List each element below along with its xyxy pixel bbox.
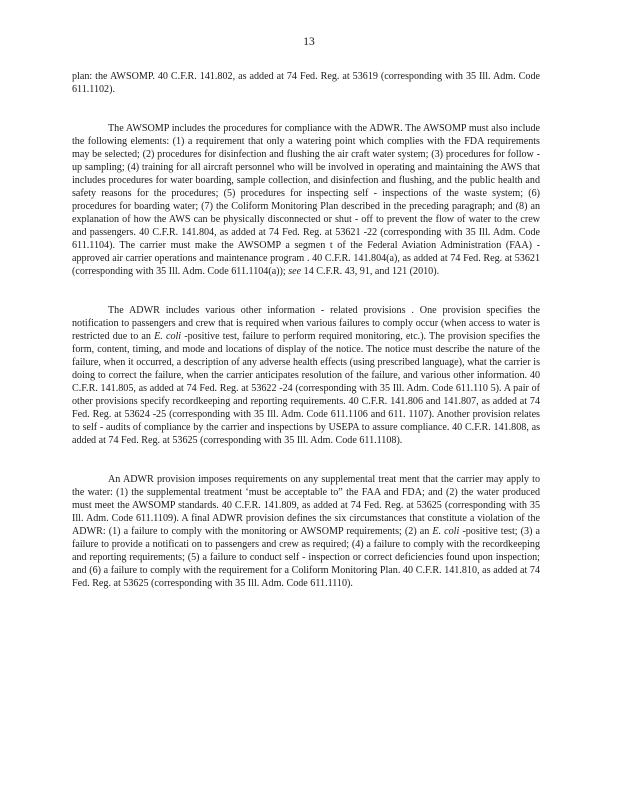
paragraph-text: The AWSOMP includes the procedures for compliance with the ADWR. The AWSOMP must also include the following elements: (1) a requirement that only a watering point which complies with the FDA requirements may be selected; (2) procedures for disinfection and flushing the air craft water system; (3) procedures for follow - up sampling; (4) training for all aircraft personnel who will be involved in operating and maintaining the AWS that includes procedures for water boarding, sample collection, and disinfection and flushing, and the public health and safety reasons for the procedures; (5) procedures for inspecting self - inspections of the waste system; (6) procedures for boarding water; (7) the Coliform Monitoring Plan described in the preceding paragraph; and (8) an explanation of how the AWS can be physically disconnected or shut - off to prevent the flow of water to the crew and passengers. 40 C.F.R. 141.804, as added at 74 Fed. Reg. at 53621 -22 (corresponding with 35 Ill. Adm. Code 611.1104). The carrier must make the AWSOMP a segmen t of the Federal Aviation Administration (FAA) -approved air carrier operations and maintenance program . 40 C.F.R. 141.804(a), as added at 74 Fed. Reg. at 53621 (corresponding with 35 Ill. Adm. Code 611.1104(a)); xyxy=(72,123,540,277)
paragraph-text: The ADWR includes various other information - related provisions . One provision specifies the notification to passengers and crew that is required when various failures to comply occur (when access to water is restricted due to an xyxy=(72,305,540,342)
paragraph-2 xyxy=(72,122,540,278)
paragraph-text: An ADWR provision imposes requirements on any supplemental treat ment that the carrier may apply to the water: (1) the supplemental treatment ‘must be acceptable to” the FAA and FDA; and (2) the water produced must meet the AWSOMP standards. 40 C.F.R. 141.809, as added at 74 Fed. Reg. at 53625 (corresponding with 35 Ill. Adm. Code 611.1109). A final ADWR provision defines the six circumstances that constitute a violation of the ADWR: (1) a failure to comply with the monitoring or AWSOMP requirements; (2) an xyxy=(72,474,540,537)
italic-text: see xyxy=(288,266,302,277)
document-body xyxy=(72,70,540,616)
italic-text: E. coli xyxy=(154,331,182,342)
italic-text: E. coli xyxy=(432,526,460,537)
paragraph-text: plan: the AWSOMP. 40 C.F.R. 141.802, as added at 74 Fed. Reg. at 53619 (corresponding with 35 Ill. Adm. Code 611.1102). xyxy=(72,71,540,95)
page-number: 13 xyxy=(303,36,315,48)
paragraph-text: -positive test; (3) a failure to provide a notificati on to passengers and crew as required; (4) a failure to comply with the recordkeeping and reporting requirements; (5) a failure to conduct self - inspection or correct deficiencies found upon inspection; and (6) a failure to comply with the requirement for a Coliform Monitoring Plan. 40 C.F.R. 141.810, as added at 74 Fed. Reg. at 53625 (corresponding with 35 Ill. Adm. Code 611.1110). xyxy=(72,526,540,589)
paragraph-3 xyxy=(72,304,540,447)
paragraph-1 xyxy=(72,70,540,96)
paragraph-text: 14 C.F.R. 43, 91, and 121 (2010). xyxy=(301,266,440,277)
paragraph-text: -positive test, failure to perform required monitoring, etc.). The provision specifies the form, content, timing, and mode and locations of display of the notice. The notice must describe the nature of the failure, when it occurred, a description of any adverse health effects (using prescribed language), what the carrier is doing to correct the failure, when the carrier anticipates resolution of the failure, and various other information. 40 C.F.R. 141.805, as added at 74 Fed. Reg. at 53622 -24 (corresponding with 35 Ill. Adm. Code 611.110 5). A pair of other provisions specify recordkeeping and reporting requirements. 40 C.F.R. 141.806 and 141.807, as added at 74 Fed. Reg. at 53624 -25 (corresponding with 35 Ill. Adm. Code 611.1106 and 611. 1107). Another provision relates to self - audits of compliance by the carrier and inspections by USEPA to assure compliance. 40 C.F.R. 141.808, as added at 74 Fed. Reg. at 53625 (corresponding with 35 Ill. Adm. Code 611.1108). xyxy=(72,331,540,446)
paragraph-4 xyxy=(72,473,540,590)
